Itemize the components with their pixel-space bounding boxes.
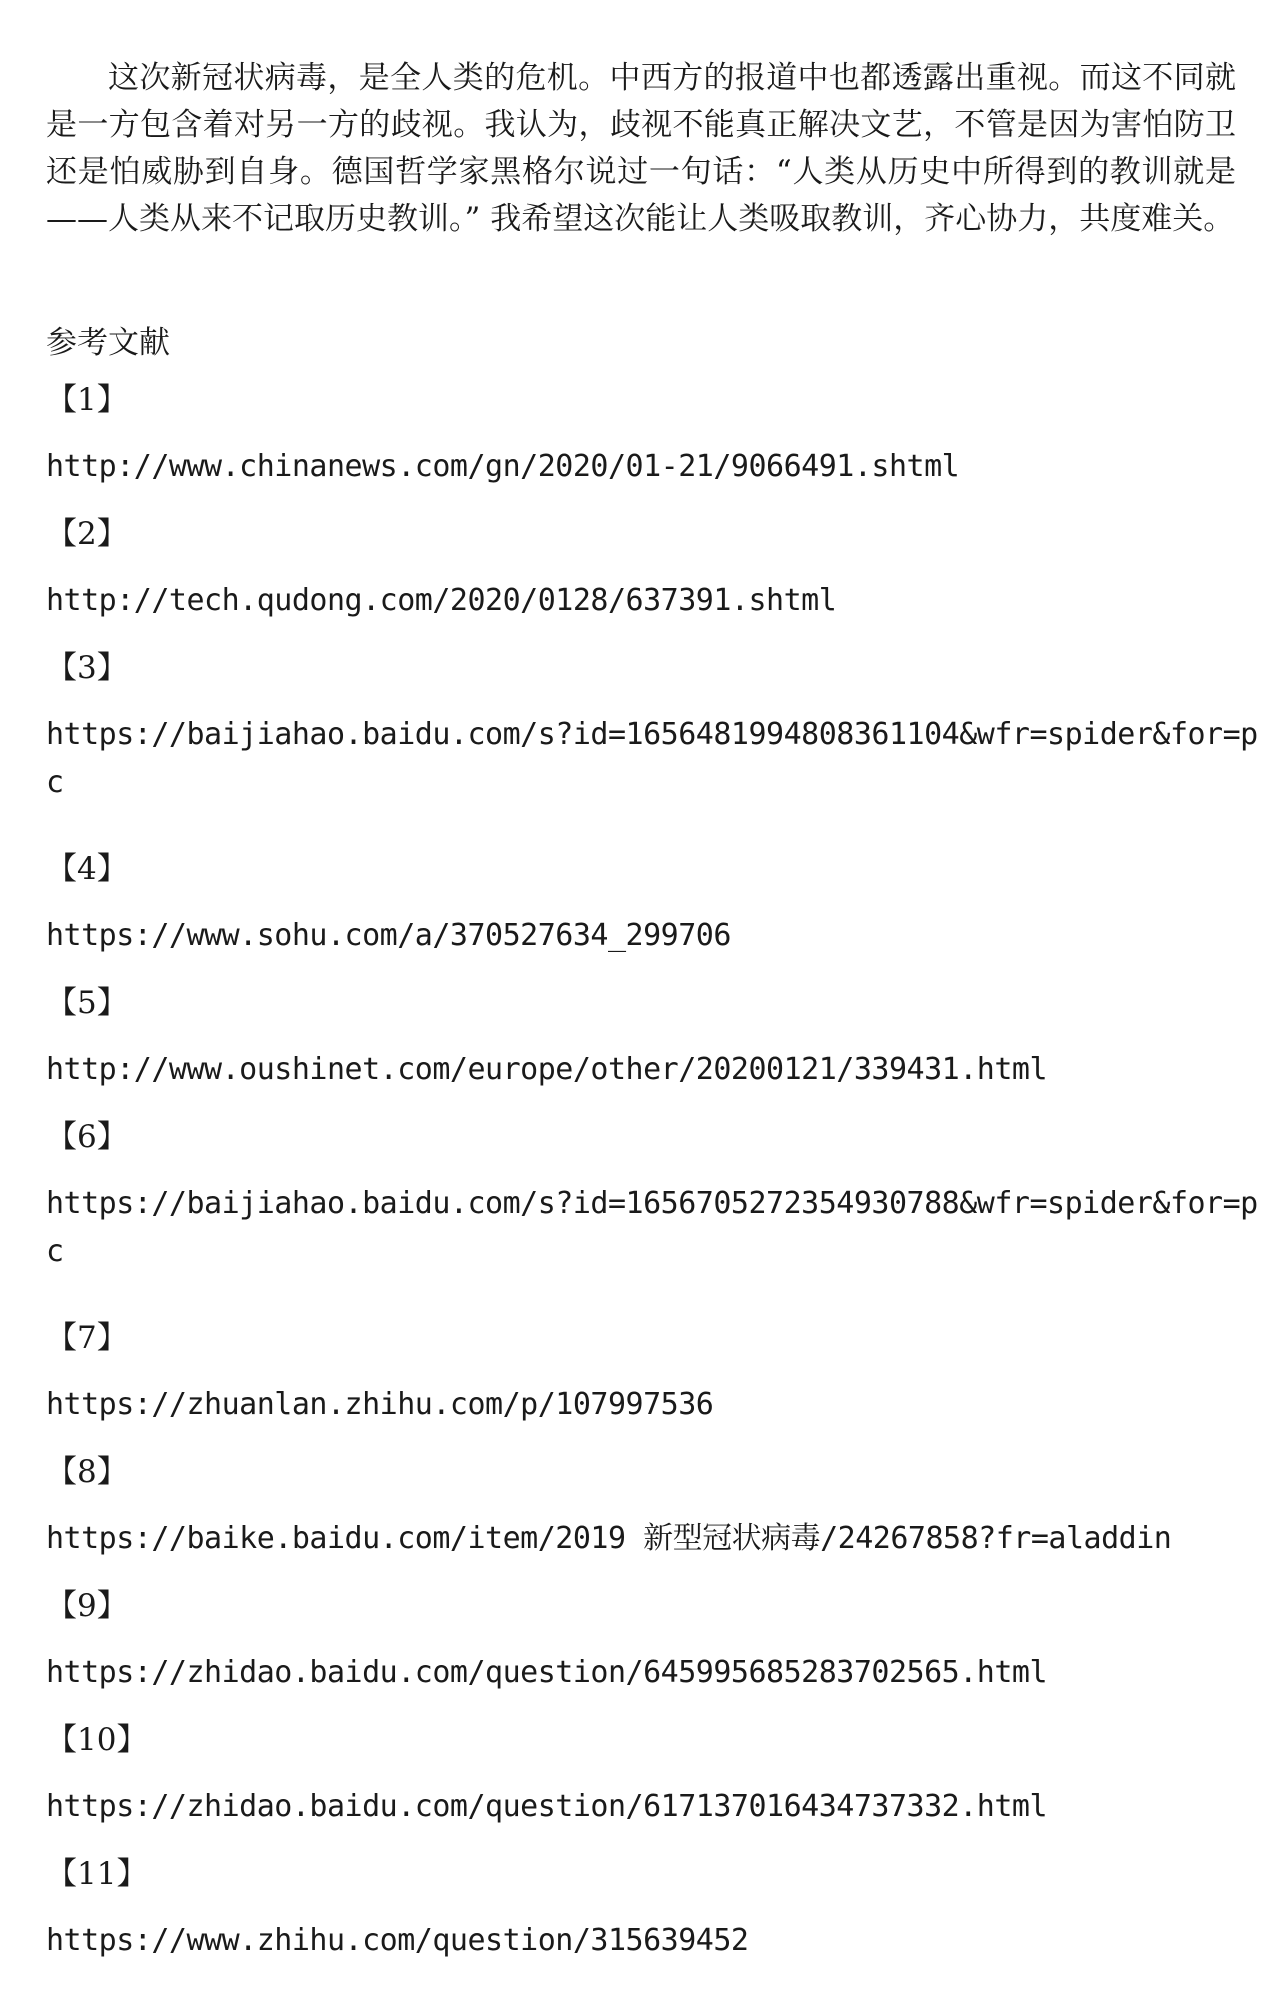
reference-number: 【5】: [46, 985, 128, 1021]
reference-url: https://baijiahao.baidu.com/s?id=1656481994808361104&wfr=spider&for=p: [46, 717, 1258, 752]
reference-url: http://www.chinanews.com/gn/2020/01-21/9066491.shtml: [46, 449, 960, 484]
reference-url: http://tech.qudong.com/2020/0128/637391.shtml: [46, 583, 837, 618]
reference-url: https://zhuanlan.zhihu.com/p/107997536: [46, 1387, 714, 1422]
references-heading: 参考文献: [46, 325, 170, 361]
reference-item: [46, 1314, 1246, 1448]
reference-list: [46, 376, 1258, 1984]
reference-item: [46, 979, 1246, 1113]
reference-url: https://zhidao.baidu.com/question/645995685283702565.html: [46, 1655, 1048, 1690]
reference-number: 【6】: [46, 1119, 128, 1155]
reference-item: [46, 376, 1246, 510]
reference-item: [46, 1582, 1246, 1716]
reference-url-continuation: c: [46, 1234, 64, 1269]
reference-url-wrapped: [46, 711, 1258, 845]
reference-number: 【9】: [46, 1588, 128, 1624]
reference-item: [46, 1113, 1258, 1314]
reference-item: [46, 1448, 1246, 1582]
reference-url-wrapped: [46, 1180, 1258, 1314]
reference-number: 【1】: [46, 382, 128, 418]
reference-url: https://baijiahao.baidu.com/s?id=1656705272354930788&wfr=spider&for=p: [46, 1186, 1258, 1221]
reference-url-continuation: c: [46, 765, 64, 800]
reference-number: 【8】: [46, 1454, 128, 1490]
reference-item: [46, 1850, 1246, 1984]
reference-number: 【11】: [46, 1856, 148, 1892]
reference-number: 【4】: [46, 851, 128, 887]
reference-url: https://baike.baidu.com/item/2019 新型冠状病毒/24267858?fr=aladdin: [46, 1521, 1172, 1556]
reference-number: 【10】: [46, 1722, 148, 1758]
reference-url: https://www.zhihu.com/question/315639452: [46, 1923, 749, 1958]
reference-url: https://www.sohu.com/a/370527634_299706: [46, 918, 731, 953]
reference-url: https://zhidao.baidu.com/question/617137016434737332.html: [46, 1789, 1048, 1824]
reference-item: [46, 845, 1246, 979]
reference-item: [46, 644, 1258, 845]
reference-item: [46, 510, 1246, 644]
reference-number: 【2】: [46, 516, 128, 552]
reference-item: [46, 1716, 1246, 1850]
body-paragraph: 这次新冠状病毒，是全人类的危机。中西方的报道中也都透露出重视。而这不同就是一方包含着对另一方的歧视。我认为，歧视不能真正解决文艺，不管是因为害怕防卫还是怕威胁到自身。德国哲学家黑格尔说过一句话：“人类从历史中所得到的教训就是——人类从来不记取历史教训。” 我希望这次能让人类吸取教训，齐心协力，共度难关。: [46, 60, 1236, 237]
reference-number: 【3】: [46, 650, 128, 686]
reference-url: http://www.oushinet.com/europe/other/20200121/339431.html: [46, 1052, 1048, 1087]
reference-number: 【7】: [46, 1320, 128, 1356]
